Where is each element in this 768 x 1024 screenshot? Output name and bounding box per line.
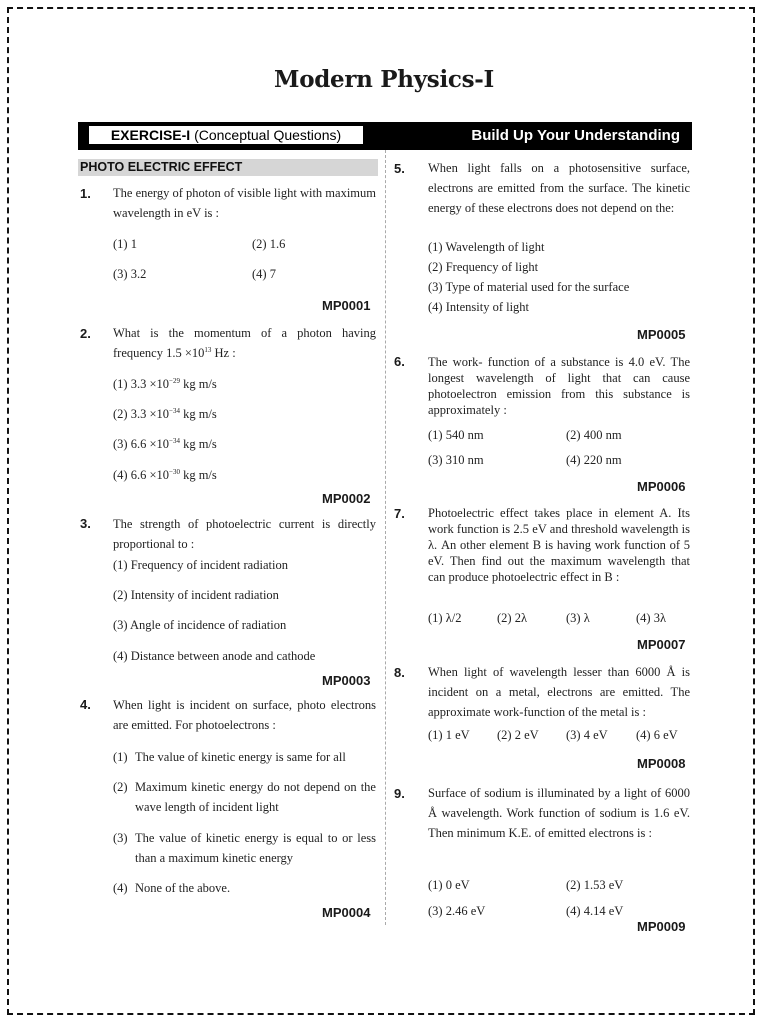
option-text: The value of kinetic energy is same for all [135, 750, 346, 764]
option: (1) Frequency of incident radiation [113, 558, 288, 572]
option: (4) Intensity of light [428, 300, 530, 314]
option: (3) 4 eV [566, 728, 608, 742]
option: (1) 1 [113, 237, 137, 251]
option: (3) 2.46 eV [428, 904, 486, 918]
option: (2) 400 nm [566, 428, 622, 442]
question-text: When light falls on a photosensitive surface, electrons are emitted from the surface. The kinetic energy of these electrons does not depend on the: [428, 161, 690, 215]
option: (4) 4.14 eV [566, 904, 624, 918]
option: (4) 6 eV [636, 728, 678, 742]
option: (2) Frequency of light [428, 260, 539, 274]
question-number: 9. [394, 786, 405, 801]
exercise-name: EXERCISE-I [110, 127, 191, 143]
page-title: Modern Physics-I [274, 66, 494, 93]
question-number: 6. [394, 354, 405, 369]
question-text: The strength of photoelectric current is directly proportional to : [113, 517, 376, 551]
exercise-banner [78, 122, 692, 150]
option: (3) Angle of incidence of radiation [113, 618, 287, 632]
option: (2) $3.3 \times 10^{-34}$ kg m/s [113, 407, 217, 421]
question-code: MP0004 [322, 905, 371, 920]
option: (3) Type of material used for the surface [428, 280, 630, 294]
option: (1) Wavelength of light [428, 240, 545, 254]
option-text: The value of kinetic energy is equal to or less than a maximum kinetic energy [135, 831, 376, 865]
option: (4) $6.6 \times 10^{-30}$ kg m/s [113, 468, 217, 482]
option: (4) 7 [252, 267, 276, 281]
question-code: MP0002 [322, 491, 371, 506]
option-number: (4) [113, 881, 128, 895]
option: (1) 540 nm [428, 428, 484, 442]
question-number: 2. [80, 326, 91, 341]
option-text: Maximum kinetic energy do not depend on the wave length of incident light [135, 780, 376, 814]
question-code: MP0007 [637, 637, 686, 652]
question-text: What is the momentum of a photon having frequency $1.5 \times 10^{13}$ Hz : [113, 326, 376, 360]
question-number: 1. [80, 186, 91, 201]
option-number: (1) [113, 750, 128, 764]
column-divider [385, 150, 386, 925]
question-number: 5. [394, 161, 405, 176]
option: (3) $6.6 \times 10^{-34}$ kg m/s [113, 437, 217, 451]
option-text: None of the above. [135, 881, 231, 895]
option: (1) $3.3 \times 10^{-29}$ kg m/s [113, 377, 217, 391]
option: (3) 310 nm [428, 453, 484, 467]
question-code: MP0006 [637, 479, 686, 494]
banner-tagline: Build Up Your Understanding [471, 127, 680, 144]
option: (1) 1 eV [428, 728, 470, 742]
option: (4) Distance between anode and cathode [113, 649, 316, 663]
section-heading: PHOTO ELECTRIC EFFECT [78, 159, 378, 176]
option: (1) 0 eV [428, 878, 470, 892]
question-text: The energy of photon of visible light with maximum wavelength in eV is : [113, 186, 376, 220]
exercise-label [88, 125, 364, 145]
option: (1) λ/2 [428, 611, 462, 625]
option: (4) 220 nm [566, 453, 622, 467]
question-text: Surface of sodium is illuminated by a light of 6000 Å wavelength. Work function of sodium is 1.6 eV. Then minimum K.E. of emitted electrons is : [428, 786, 690, 840]
question-number: 8. [394, 665, 405, 680]
exercise-subtitle: (Conceptual Questions) [194, 127, 342, 143]
question-code: MP0009 [637, 919, 686, 934]
option: (2) 1.53 eV [566, 878, 624, 892]
question-number: 7. [394, 506, 405, 521]
question-text: The work- function of a substance is 4.0 eV. The longest wavelength of light that can cause photoelectron emission from this substance is approximately : [428, 355, 690, 417]
option: (2) Intensity of incident radiation [113, 588, 279, 602]
option: (3) λ [566, 611, 590, 625]
question-code: MP0003 [322, 673, 371, 688]
option-number: (3) [113, 831, 128, 845]
option: (2) 1.6 [252, 237, 286, 251]
option-number: (2) [113, 780, 128, 794]
option: (4) 3λ [636, 611, 667, 625]
question-code: MP0008 [637, 756, 686, 771]
question-number: 3. [80, 516, 91, 531]
option: (2) 2λ [497, 611, 528, 625]
question-text: When light of wavelength lesser than 6000 Å is incident on a metal, electrons are emitted. The approximate work-function of the metal is : [428, 665, 690, 719]
question-number: 4. [80, 697, 91, 712]
question-code: MP0001 [322, 298, 371, 313]
option: (3) 3.2 [113, 267, 147, 281]
question-text: When light is incident on surface, photo electrons are emitted. For photoelectrons : [113, 698, 376, 732]
option: (2) 2 eV [497, 728, 539, 742]
question-code: MP0005 [637, 327, 686, 342]
question-text: Photoelectric effect takes place in element A. Its work function is 2.5 eV and threshold wavelength is λ. An other element B is having work function of 5 eV. Then find out the maximum wavelength that can produce photoelectric effect in B : [428, 506, 690, 584]
